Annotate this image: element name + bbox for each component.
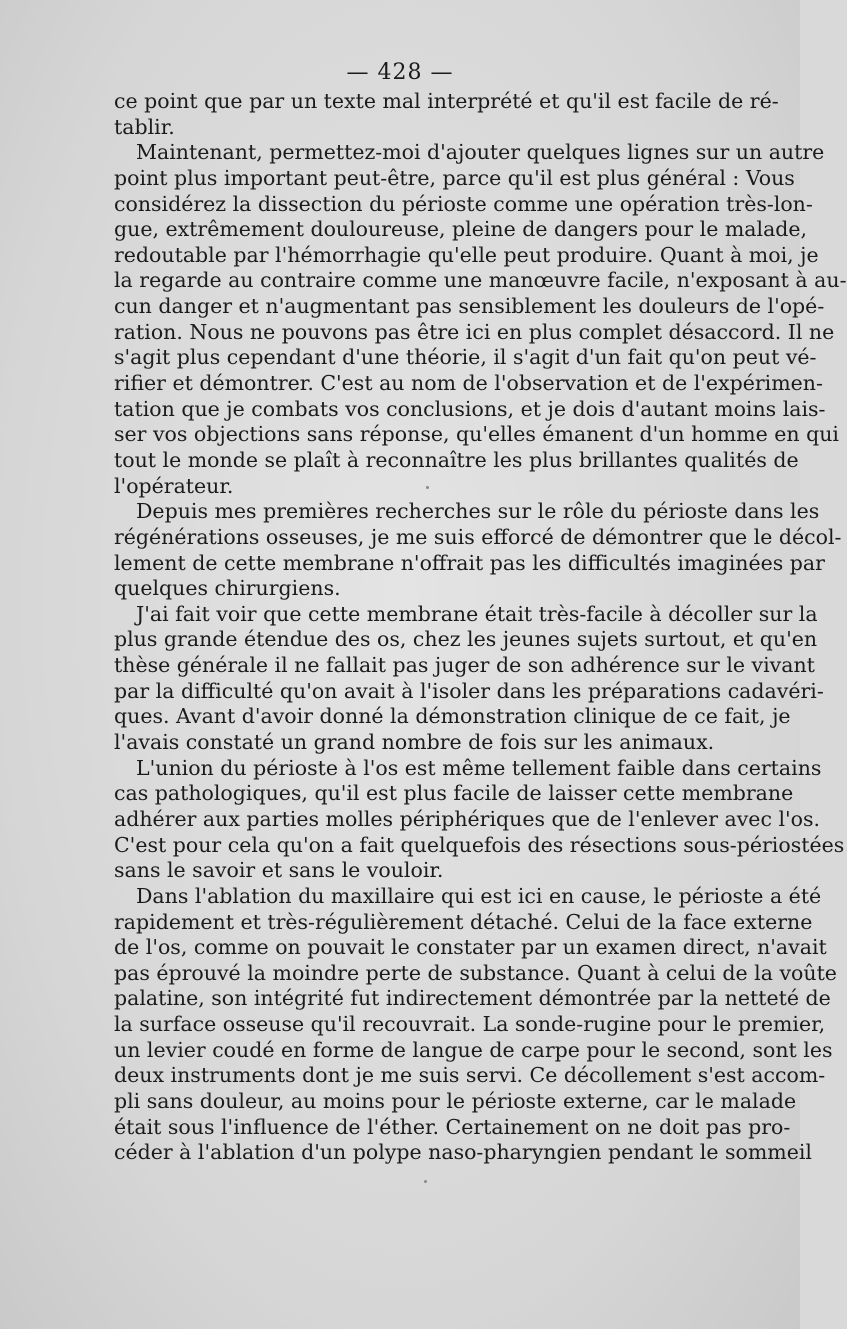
text-line: l'avais constaté un grand nombre de fois sur les animaux. — [114, 730, 715, 755]
text-line: la surface osseuse qu'il recouvrait. La sonde-rugine pour le premier, — [114, 1012, 826, 1037]
text-line: Dans l'ablation du maxillaire qui est ici en cause, le périoste a été — [136, 883, 822, 908]
text-line: la regarde au contraire comme une manœuvre facile, n'exposant à au- — [114, 268, 847, 293]
text-line: sans le savoir et sans le vouloir. — [114, 858, 444, 883]
text-line: tout le monde se plaît à reconnaître les plus brillantes qualités de — [114, 447, 799, 472]
paragraph — [114, 883, 837, 1166]
text-line: lement de cette membrane n'offrait pas les difficultés imaginées par — [114, 550, 825, 575]
text-line: pli sans douleur, au moins pour le périoste externe, car le malade — [114, 1088, 797, 1113]
paragraph — [114, 755, 845, 884]
text-line: J'ai fait voir que cette membrane était très-facile à décoller sur la — [136, 601, 818, 626]
text-line: tation que je combats vos conclusions, et je dois d'autant moins lais- — [114, 396, 826, 421]
text-line: deux instruments dont je me suis servi. Ce décollement s'est accom- — [114, 1063, 826, 1088]
text-line: céder à l'ablation d'un polype naso-pharyngien pendant le sommeil — [114, 1140, 812, 1165]
page-number: — 428 — — [346, 60, 454, 85]
text-line: ser vos objections sans réponse, qu'elles émanent d'un homme en qui — [114, 422, 839, 447]
text-line: régénérations osseuses, je me suis efforcé de démontrer que le décol- — [114, 524, 842, 549]
text-line: de l'os, comme on pouvait le constater par un examen direct, n'avait — [114, 935, 827, 960]
text-line: tablir. — [114, 114, 175, 139]
text-line: pas éprouvé la moindre perte de substance. Quant à celui de la voûte — [114, 960, 837, 985]
text-line: adhérer aux parties molles périphériques que de l'enlever avec l'os. — [114, 806, 821, 831]
print-speck — [426, 486, 429, 489]
text-line: gue, extrêmement douloureuse, pleine de dangers pour le malade, — [114, 217, 808, 242]
text-line: ration. Nous ne pouvons pas être ici en plus complet désaccord. Il ne — [114, 319, 835, 344]
paragraph — [114, 140, 847, 499]
text-line: Depuis mes premières recherches sur le rôle du périoste dans les — [136, 499, 820, 524]
text-line: par la difficulté qu'on avait à l'isoler dans les préparations cadavéri- — [114, 678, 824, 703]
text-line: était sous l'influence de l'éther. Certainement on ne doit pas pro- — [114, 1114, 791, 1139]
text-line: rapidement et très-régulièrement détaché. Celui de la face externe — [114, 909, 813, 934]
text-line: redoutable par l'hémorrhagie qu'elle peut produire. Quant à moi, je — [114, 242, 819, 267]
paragraph — [114, 89, 779, 140]
text-line: C'est pour cela qu'on a fait quelquefois des résections sous-périostées — [114, 832, 845, 857]
paragraph — [114, 601, 824, 756]
text-line: un levier coudé en forme de langue de carpe pour le second, sont les — [114, 1037, 833, 1062]
text-line: thèse générale il ne fallait pas juger de son adhérence sur le vivant — [114, 653, 815, 678]
text-line: cun danger et n'augmentant pas sensiblement les douleurs de l'opé- — [114, 294, 825, 319]
text-line: cas pathologiques, qu'il est plus facile de laisser cette membrane — [114, 781, 794, 806]
text-line: s'agit plus cependant d'une théorie, il s'agit d'un fait qu'on peut vé- — [114, 345, 817, 370]
text-line: considérez la dissection du périoste comme une opération très-lon- — [114, 191, 813, 216]
text-line: L'union du périoste à l'os est même tellement faible dans certains — [136, 755, 822, 780]
paragraph — [114, 499, 842, 602]
text-line: point plus important peut-être, parce qu'il est plus général : Vous — [114, 165, 795, 190]
body-text — [114, 89, 847, 1166]
print-speck — [424, 1180, 427, 1183]
text-line: palatine, son intégrité fut indirectement démontrée par la netteté de — [114, 986, 831, 1011]
text-line: ce point que par un texte mal interprété et qu'il est facile de ré- — [114, 89, 779, 113]
text-line: l'opérateur. — [114, 473, 234, 498]
text-line: ques. Avant d'avoir donné la démonstration clinique de ce fait, je — [114, 704, 791, 729]
text-line: quelques chirurgiens. — [114, 576, 341, 601]
text-line: rifier et démontrer. C'est au nom de l'observation et de l'expérimen- — [114, 371, 823, 396]
text-line: Maintenant, permettez-moi d'ajouter quelques lignes sur un autre — [136, 140, 825, 165]
text-line: plus grande étendue des os, chez les jeunes sujets surtout, et qu'en — [114, 627, 818, 652]
